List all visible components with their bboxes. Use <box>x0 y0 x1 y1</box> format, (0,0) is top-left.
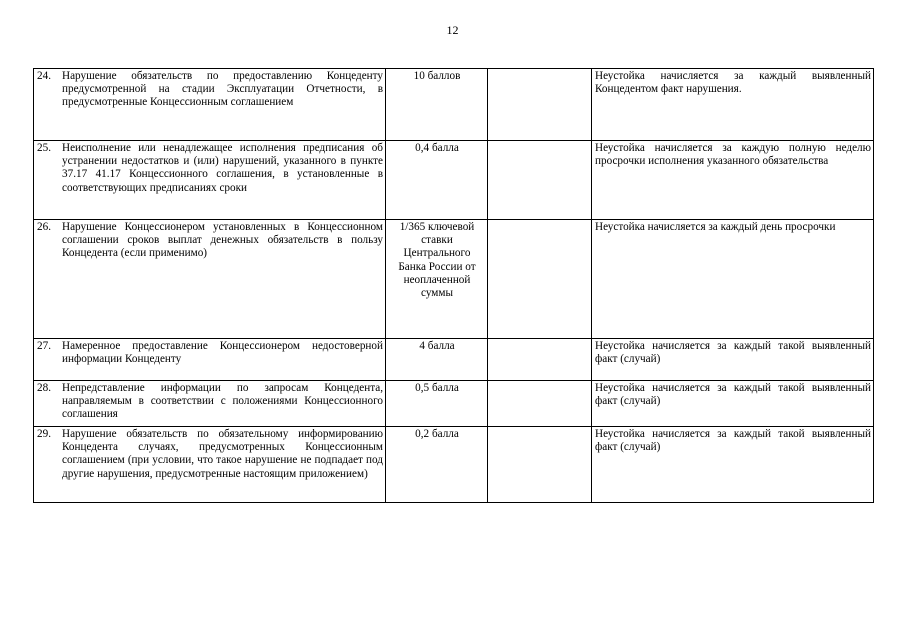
table-row <box>34 220 874 339</box>
violation-description: Нарушение Концессионером установленных в Концессионном соглашении сроков выплат денежных обязательств в пользу Концедента (если применимо) <box>62 221 383 260</box>
empty-cell <box>488 339 592 381</box>
row-number: 26. <box>37 221 51 233</box>
penalty-table <box>33 68 874 503</box>
row-number: 24. <box>37 70 51 82</box>
penalty-note: Неустойка начисляется за каждую полную неделю просрочки исполнения указанного обязательства <box>592 141 874 220</box>
violation-cell <box>34 427 386 503</box>
penalty-amount: 1/365 ключевой ставки Центрального Банка России от неоплаченной суммы <box>386 220 488 339</box>
row-number: 25. <box>37 142 51 154</box>
violation-cell <box>34 141 386 220</box>
violation-description: Нарушение обязательств по обязательному информированию Концедента случаях, предусмотренных Концессионным соглашением (при условии, что такое нарушение не подпадает под другие нарушения, предусмотренные настоящим приложением) <box>62 428 383 480</box>
page-number: 12 <box>446 23 459 37</box>
penalty-note: Неустойка начисляется за каждый выявленный Концедентом факт нарушения. <box>592 69 874 141</box>
penalty-amount: 0,5 балла <box>386 381 488 427</box>
penalty-note: Неустойка начисляется за каждый день просрочки <box>592 220 874 339</box>
violation-cell <box>34 339 386 381</box>
violation-description: Непредставление информации по запросам Концедента, направляемым в соответствии с положениями Концессионного соглашения <box>62 382 383 421</box>
empty-cell <box>488 141 592 220</box>
table-row <box>34 141 874 220</box>
violation-cell <box>34 69 386 141</box>
row-number: 27. <box>37 340 51 352</box>
penalty-amount: 10 баллов <box>386 69 488 141</box>
table-row <box>34 381 874 427</box>
penalty-amount: 0,2 балла <box>386 427 488 503</box>
violation-description: Нарушение обязательств по предоставлению Концеденту предусмотренной на стадии Эксплуатации Отчетности, в предусмотренные Концессионным соглашением <box>62 70 383 109</box>
violation-cell <box>34 381 386 427</box>
penalty-amount: 4 балла <box>386 339 488 381</box>
penalty-amount: 0,4 балла <box>386 141 488 220</box>
empty-cell <box>488 427 592 503</box>
penalty-note: Неустойка начисляется за каждый такой выявленный факт (случай) <box>592 381 874 427</box>
violation-description: Неисполнение или ненадлежащее исполнения предписания об устранении недостатков и (или) нарушений, указанного в пункте 37.17 41.17 Концессионного соглашения, в установленные в соответствующих предписаниях сроки <box>62 142 383 194</box>
empty-cell <box>488 69 592 141</box>
row-number: 29. <box>37 428 51 440</box>
violation-description: Намеренное предоставление Концессионером недостоверной информации Концеденту <box>62 340 383 366</box>
empty-cell <box>488 381 592 427</box>
violation-cell <box>34 220 386 339</box>
row-number: 28. <box>37 382 51 394</box>
penalty-note: Неустойка начисляется за каждый такой выявленный факт (случай) <box>592 339 874 381</box>
empty-cell <box>488 220 592 339</box>
table-row <box>34 339 874 381</box>
table-row <box>34 69 874 141</box>
penalty-note: Неустойка начисляется за каждый такой выявленный факт (случай) <box>592 427 874 503</box>
table-row <box>34 427 874 503</box>
